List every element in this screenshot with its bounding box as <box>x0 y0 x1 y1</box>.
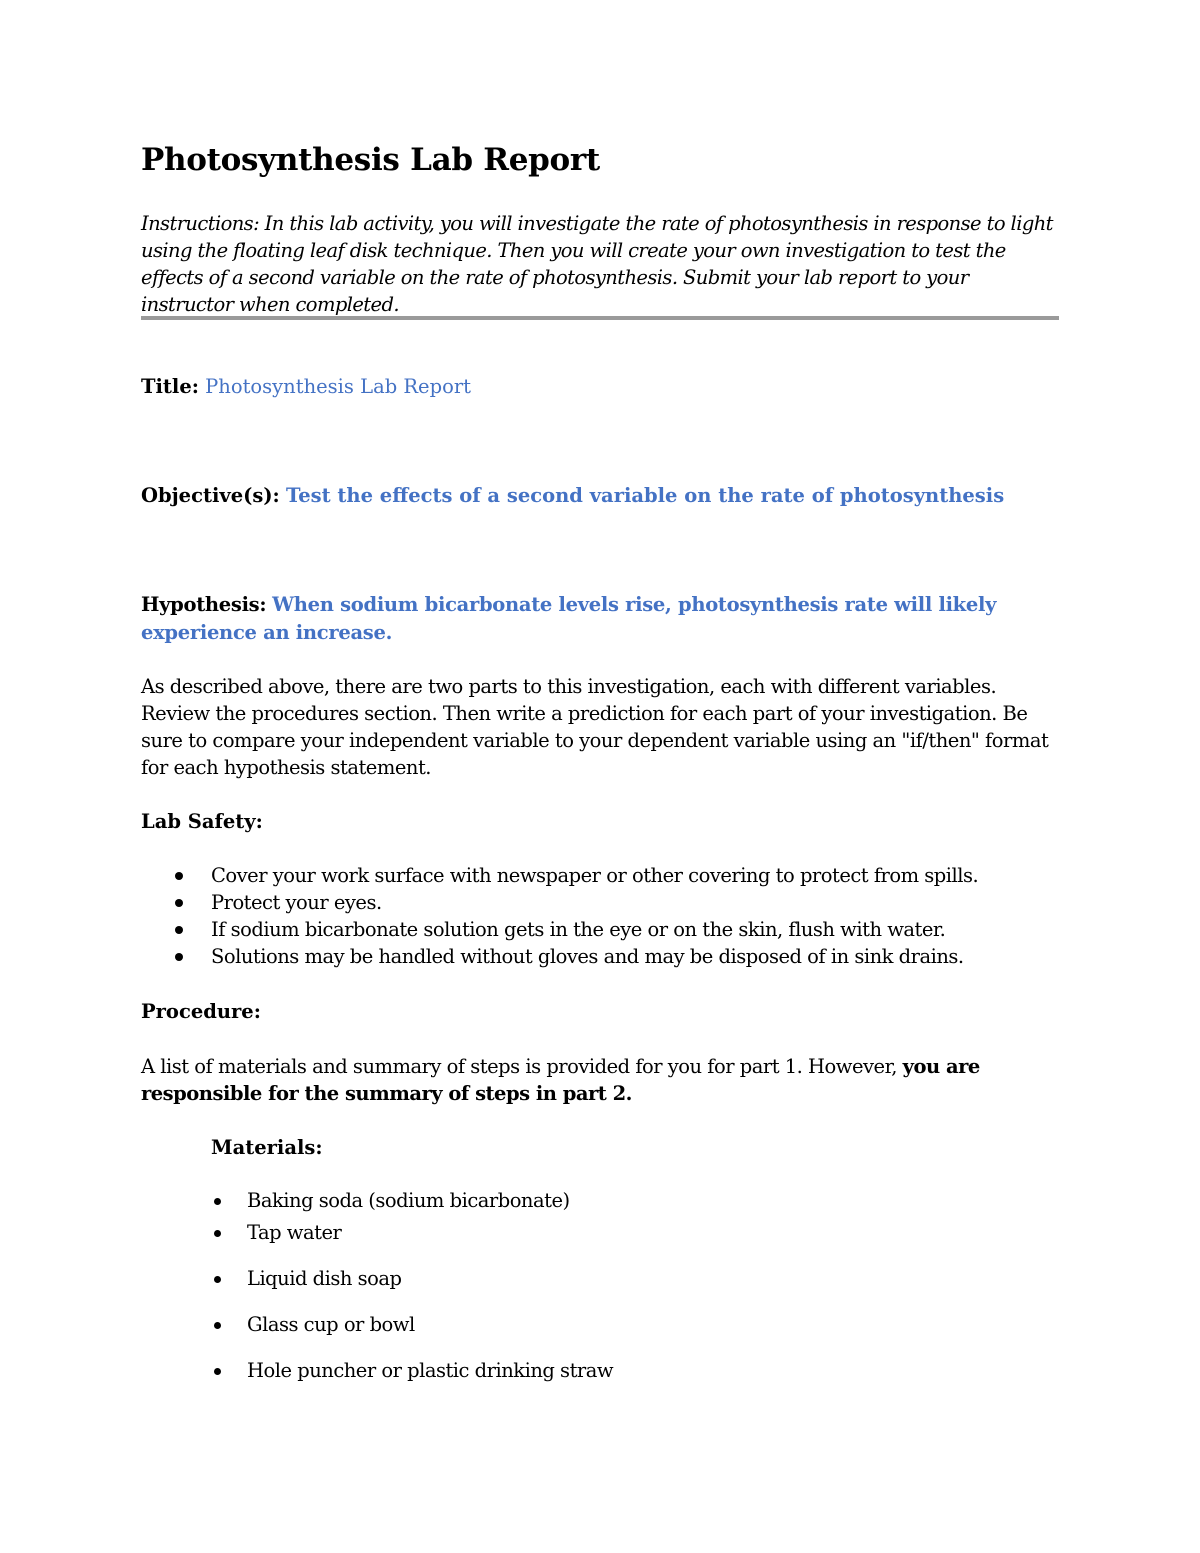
bullet-icon <box>175 872 183 880</box>
procedure-intro <box>141 1053 1021 1107</box>
hypothesis-field <box>141 591 1059 647</box>
bullet-icon <box>214 1230 221 1237</box>
list-item: Solutions may be handled without gloves and may be disposed of in sink drains. <box>211 943 978 970</box>
document-title: Photosynthesis Lab Report <box>141 142 600 178</box>
bullet-icon <box>214 1322 221 1329</box>
list-item: Cover your work surface with newspaper or other covering to protect from spills. <box>211 862 978 889</box>
bullet-icon <box>214 1198 221 1205</box>
title-field-value[interactable]: Photosynthesis Lab Report <box>205 375 471 398</box>
list-item: Liquid dish soap <box>247 1264 613 1294</box>
title-field-label: Title: <box>141 375 199 398</box>
instructions-text: Instructions: In this lab activity, you will investigate the rate of photosynthesis in response to light using the floating leaf disk technique. Then you will create your own investigation to test the effects of a second variable on the rate of photosynthesis. Submit your lab report to your instructor when completed. <box>141 212 1053 316</box>
lab-safety-list <box>211 862 978 970</box>
bullet-icon <box>214 1276 221 1283</box>
procedure-intro-bold: you are responsible for the summary of steps in part 2. <box>141 1055 980 1105</box>
bullet-icon <box>175 926 183 934</box>
horizontal-rule <box>141 316 1059 320</box>
list-item: Tap water <box>247 1218 613 1248</box>
procedure-heading: Procedure: <box>141 1000 261 1023</box>
hypothesis-field-label: Hypothesis: <box>141 593 267 616</box>
materials-list <box>247 1186 613 1386</box>
hypothesis-field-value[interactable]: When sodium bicarbonate levels rise, photosynthesis rate will likely experience an increase. <box>141 593 997 644</box>
procedure-intro-plain: A list of materials and summary of steps is provided for you for part 1. However, <box>141 1055 903 1078</box>
hypothesis-instructions: As described above, there are two parts to this investigation, each with different variables. Review the procedures section. Then write a prediction for each part of your investigation. Be sure to compare your independent variable to your dependent variable using an "if/then" format for each hypothesis statement. <box>141 675 1049 779</box>
bullet-icon <box>175 899 183 907</box>
bullet-icon <box>214 1368 221 1375</box>
lab-safety-heading: Lab Safety: <box>141 810 263 833</box>
objective-field-value[interactable]: Test the effects of a second variable on the rate of photosynthesis <box>285 484 1005 507</box>
list-item: Hole puncher or plastic drinking straw <box>247 1356 613 1386</box>
objective-field-label: Objective(s): <box>141 484 280 507</box>
list-item: Protect your eyes. <box>211 889 978 916</box>
objective-field <box>141 482 1059 510</box>
bullet-icon <box>175 953 183 961</box>
list-item: If sodium bicarbonate solution gets in the eye or on the skin, flush with water. <box>211 916 978 943</box>
title-field <box>141 373 1059 401</box>
list-item: Baking soda (sodium bicarbonate) <box>247 1186 613 1216</box>
list-item: Glass cup or bowl <box>247 1310 613 1340</box>
materials-heading: Materials: <box>211 1136 323 1159</box>
